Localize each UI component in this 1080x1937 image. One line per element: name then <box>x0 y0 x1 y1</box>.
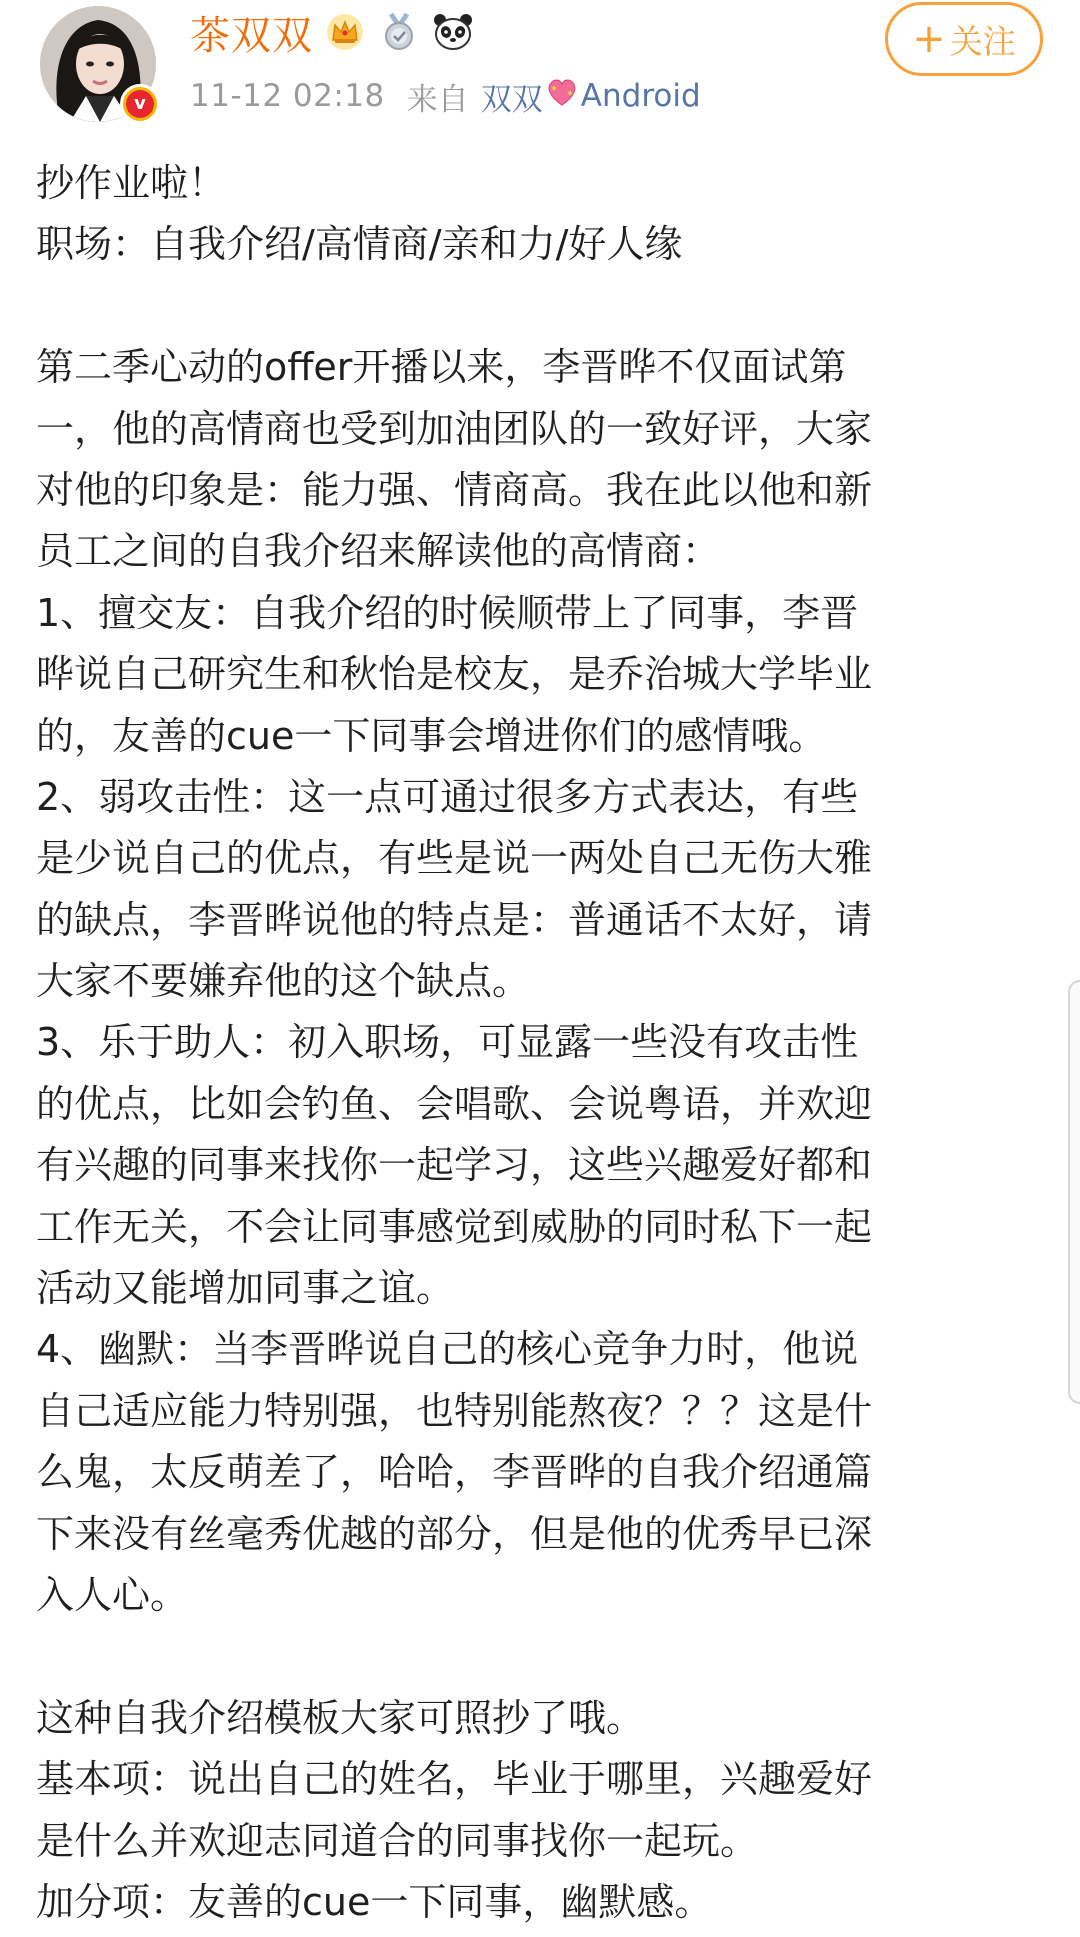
post-line: 活动又能增加同事之谊。 <box>36 1266 455 1311</box>
post-line: 的优点，比如会钓鱼、会唱歌、会说粤语，并欢迎 <box>36 1081 873 1126</box>
post-line: 抄作业啦！ <box>36 161 227 205</box>
name-row <box>190 0 475 64</box>
post-line: 的，友善的cue一下同事会增进你们的感情哦。 <box>36 713 827 758</box>
post-line: 职场：自我介绍/高情商/亲和力/好人缘 <box>36 222 683 267</box>
post-line: 加分项：友善的cue一下同事，幽默感。 <box>36 1879 713 1924</box>
post-time: 11-12 02:18 <box>190 78 385 114</box>
crown-badge-icon[interactable] <box>323 10 367 54</box>
post-header <box>0 0 1080 140</box>
post-line: 4、幽默：当李晋晔说自己的核心竞争力时，他说 <box>36 1327 859 1372</box>
post-line: 第二季心动的offer开播以来，李晋晔不仅面试第 <box>36 345 847 390</box>
post-line: 的缺点，李晋晔说他的特点是：普通话不太好，请 <box>36 897 873 942</box>
post-body <box>36 153 1036 1933</box>
verified-v-icon <box>120 84 160 124</box>
post-line: 是什么并欢迎志同道合的同事找你一起玩。 <box>36 1818 759 1863</box>
verified-v-letter: v <box>126 90 154 118</box>
username[interactable]: 茶双双 <box>190 12 313 59</box>
post-line: 员工之间的自我介绍来解读他的高情商： <box>36 529 721 574</box>
post-line: 一，他的高情商也受到加油团队的一致好评，大家 <box>36 406 873 451</box>
post-line: 3、乐于助人：初入职场，可显露一些没有攻击性 <box>36 1020 859 1065</box>
source-link[interactable] <box>481 74 701 119</box>
post-line <box>36 1626 1036 1687</box>
side-scroll-handle[interactable] <box>1068 980 1080 1404</box>
post-line: 么鬼，太反萌差了，哈哈，李晋晔的自我介绍通篇 <box>36 1450 873 1495</box>
source-prefix: 来自 <box>406 81 469 118</box>
post-meta <box>190 72 701 120</box>
plus-icon: + <box>912 16 946 62</box>
post-line: 有兴趣的同事来找你一起学习，这些兴趣爱好都和 <box>36 1143 873 1188</box>
follow-button[interactable] <box>885 2 1043 76</box>
post-line: 工作无关，不会让同事感觉到威胁的同时私下一起 <box>36 1204 873 1249</box>
medal-badge-icon[interactable] <box>377 10 421 54</box>
post-line <box>36 276 1036 337</box>
avatar[interactable] <box>40 6 156 122</box>
post-line: 自己适应能力特别强，也特别能熬夜？？？这是什 <box>36 1388 873 1433</box>
post-line: 这种自我介绍模板大家可照抄了哦。 <box>36 1695 645 1740</box>
post-line: 入人心。 <box>36 1572 189 1617</box>
post-line: 2、弱攻击性：这一点可通过很多方式表达，有些 <box>36 774 859 819</box>
follow-label: 关注 <box>949 21 1016 61</box>
post-line: 1、擅交友：自我介绍的时候顺带上了同事，李晋 <box>36 590 859 635</box>
source-device: Android <box>580 78 701 114</box>
post-line: 对他的印象是：能力强、情商高。我在此以他和新 <box>36 467 873 512</box>
panda-badge-icon[interactable] <box>431 10 475 54</box>
source-name: 双双 <box>480 81 543 118</box>
post-line: 是少说自己的优点，有些是说一两处自己无伤大雅 <box>36 836 873 881</box>
sparkling-heart-icon <box>545 76 579 116</box>
post-line: 基本项：说出自己的姓名，毕业于哪里，兴趣爱好 <box>36 1757 873 1802</box>
post-line: 大家不要嫌弃他的这个缺点。 <box>36 959 531 1004</box>
post-line: 下来没有丝毫秀优越的部分，但是他的优秀早已深 <box>36 1511 873 1556</box>
post-line: 晔说自己研究生和秋怡是校友，是乔治城大学毕业 <box>36 652 873 697</box>
